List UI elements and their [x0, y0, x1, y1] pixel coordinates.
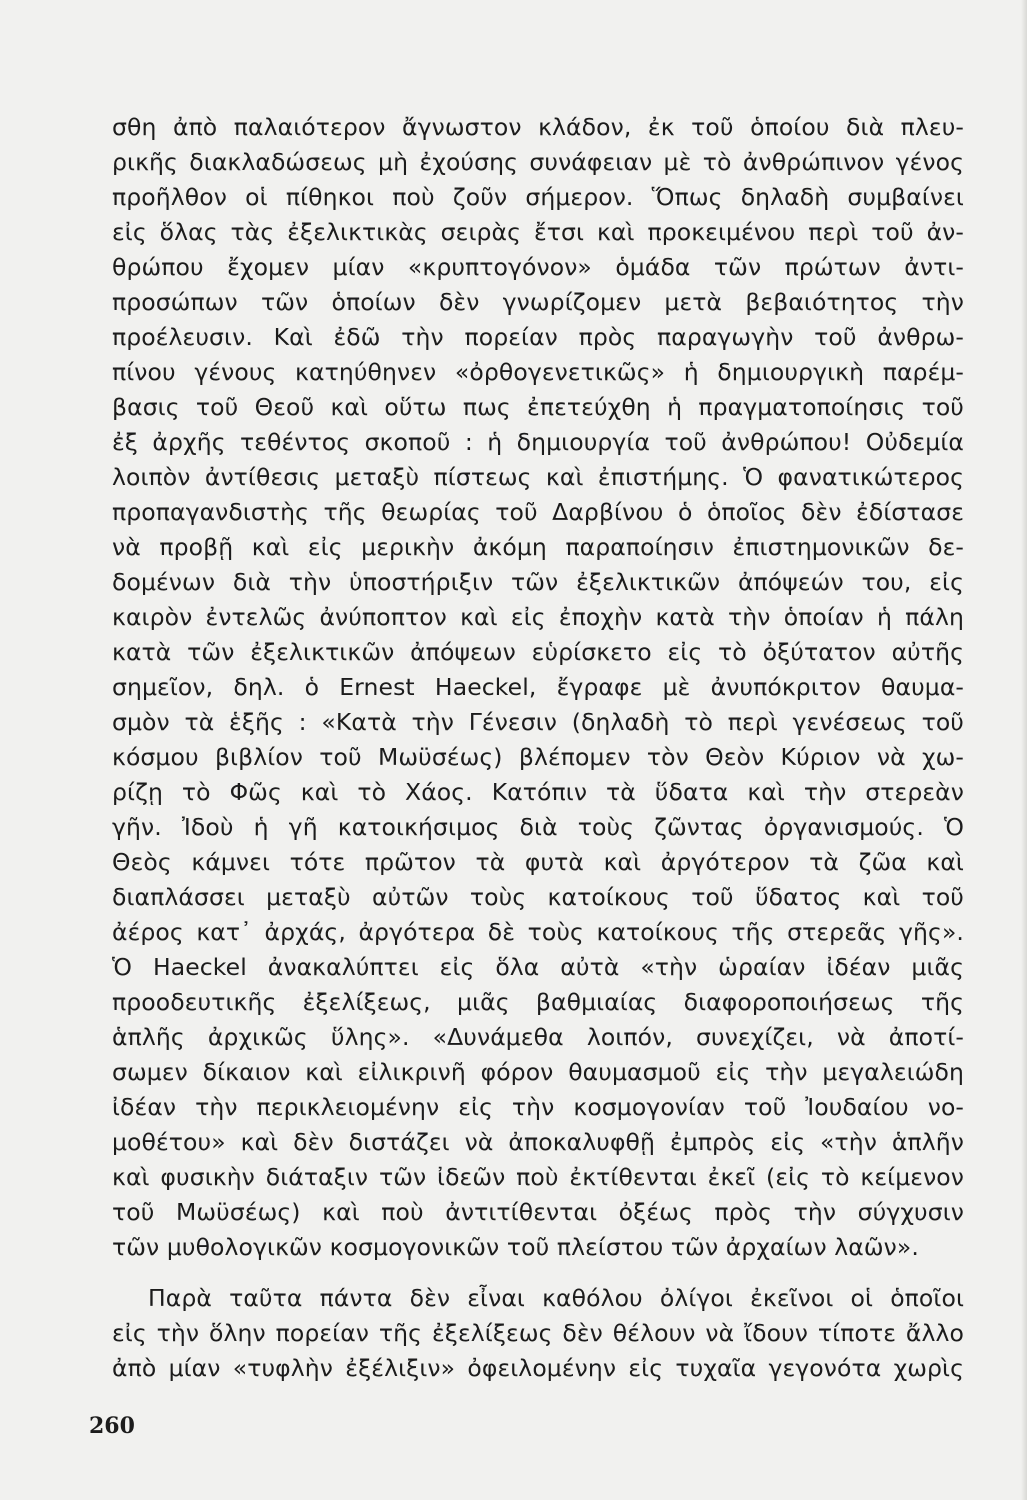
text-line: σμὸν τὰ ἑξῆς : «Κατὰ τὴν Γένεσιν (δηλαδὴ τὸ περὶ γενέσεως τοῦ [112, 708, 964, 736]
text-line: διαπλάσσει μεταξὺ αὐτῶν τοὺς κατοίκους τοῦ ὕδατος καὶ τοῦ [112, 883, 964, 911]
text-line: μοθέτου» καὶ δὲν διστάζει νὰ ἀποκαλυφθῇ ἐμπρὸς εἰς «τὴν ἁπλῆν [112, 1128, 964, 1156]
text-line: πίνου γένους κατηύθηνεν «ὀρθογενετικῶς» ἡ δημιουργικὴ παρέμ- [112, 358, 964, 386]
text-line: τοῦ Μωϋσέως) καὶ ποὺ ἀντιτίθενται ὀξέως πρὸς τὴν σύγχυσιν [112, 1198, 964, 1226]
text-line: δομένων διὰ τὴν ὑποστήριξιν τῶν ἐξελικτικῶν ἀπόψεών του, εἰς [112, 568, 964, 596]
text-line: εἰς ὅλας τὰς ἐξελικτικὰς σειρὰς ἔτσι καὶ προκειμένου περὶ τοῦ ἀν- [112, 218, 964, 246]
text-line: προπαγανδιστὴς τῆς θεωρίας τοῦ Δαρβίνου ὁ ὁποῖος δὲν ἐδίστασε [112, 498, 964, 526]
text-line: Θεὸς κάμνει τότε πρῶτον τὰ φυτὰ καὶ ἀργότερον τὰ ζῶα καὶ [112, 848, 964, 876]
text-line: ἁπλῆς ἀρχικῶς ὕλης». «Δυνάμεθα λοιπόν, συνεχίζει, νὰ ἀποτί- [112, 1023, 964, 1051]
paragraph-first-line: Παρὰ ταῦτα πάντα δὲν εἶναι καθόλου ὀλίγοι ἐκεῖνοι οἱ ὁποῖοι [148, 1284, 964, 1312]
text-line: σωμεν δίκαιον καὶ εἰλικρινῆ φόρον θαυμασμοῦ εἰς τὴν μεγαλειώδη [112, 1058, 964, 1086]
text-line: θρώπου ἔχομεν μίαν «κρυπτογόνον» ὁμάδα τῶν πρώτων ἀντι- [112, 253, 964, 281]
text-line: Ὁ Haeckel ἀνακαλύπτει εἰς ὅλα αὐτὰ «τὴν ὡραίαν ἰδέαν μιᾶς [112, 953, 964, 981]
text-line: κατὰ τῶν ἐξελικτικῶν ἀπόψεων εὑρίσκετο εἰς τὸ ὀξύτατον αὐτῆς [112, 638, 964, 666]
text-line: ρικῆς διακλαδώσεως μὴ ἐχούσης συνάφειαν μὲ τὸ ἀνθρώπινον γένος [112, 148, 964, 176]
text-line: προοδευτικῆς ἐξελίξεως, μιᾶς βαθμιαίας διαφοροποιήσεως τῆς [112, 988, 964, 1016]
text-line: ἐξ ἀρχῆς τεθέντος σκοποῦ : ἡ δημιουργία τοῦ ἀνθρώπου! Οὐδεμία [112, 428, 964, 456]
text-line: λοιπὸν ἀντίθεσις μεταξὺ πίστεως καὶ ἐπιστήμης. Ὁ φανατικώτερος [112, 463, 964, 491]
text-line: εἰς τὴν ὅλην πορείαν τῆς ἐξελίξεως δὲν θέλουν νὰ ἴδουν τίποτε ἄλλο [112, 1319, 964, 1347]
text-line: καιρὸν ἐντελῶς ἀνύποπτον καὶ εἰς ἐποχὴν κατὰ τὴν ὁποίαν ἡ πάλη [112, 603, 964, 631]
text-line: ἀπὸ μίαν «τυφλὴν ἐξέλιξιν» ὀφειλομένην εἰς τυχαῖα γεγονότα χωρὶς [112, 1354, 964, 1382]
text-line: καὶ φυσικὴν διάταξιν τῶν ἰδεῶν ποὺ ἐκτίθενται ἐκεῖ (εἰς τὸ κείμενον [112, 1163, 964, 1191]
text-line: βασις τοῦ Θεοῦ καὶ οὕτω πως ἐπετεύχθη ἡ πραγματοποίησις τοῦ [112, 393, 964, 421]
text-line: ρίζῃ τὸ Φῶς καὶ τὸ Χάος. Κατόπιν τὰ ὕδατα καὶ τὴν στερεὰν [112, 778, 964, 806]
text-line: σημεῖον, δηλ. ὁ Ernest Haeckel, ἔγραφε μὲ ἀνυπόκριτον θαυμα- [112, 673, 964, 701]
text-line: ἰδέαν τὴν περικλειομένην εἰς τὴν κοσμογονίαν τοῦ Ἰουδαίου νο- [112, 1093, 964, 1121]
text-line: νὰ προβῇ καὶ εἰς μερικὴν ἀκόμη παραποίησιν ἐπιστημονικῶν δε- [112, 533, 964, 561]
text-line: σθη ἀπὸ παλαιότερον ἄγνωστον κλάδον, ἐκ τοῦ ὁποίου διὰ πλευ- [112, 113, 964, 141]
text-line: προέλευσιν. Καὶ ἐδῶ τὴν πορείαν πρὸς παραγωγὴν τοῦ ἀνθρω- [112, 323, 964, 351]
text-line: προῆλθον οἱ πίθηκοι ποὺ ζοῦν σήμερον. Ὅπως δηλαδὴ συμβαίνει [112, 183, 964, 211]
page-number: 260 [89, 1413, 135, 1439]
text-line: ἀέρος κατ᾽ ἀρχάς, ἀργότερα δὲ τοὺς κατοίκους τῆς στερεᾶς γῆς». [112, 918, 964, 946]
text-line: τῶν μυθολογικῶν κοσμογονικῶν τοῦ πλείστου τῶν ἀρχαίων λαῶν». [112, 1233, 919, 1261]
text-line: προσώπων τῶν ὁποίων δὲν γνωρίζομεν μετὰ βεβαιότητος τὴν [112, 288, 964, 316]
text-line: γῆν. Ἰδοὺ ἡ γῆ κατοικήσιμος διὰ τοὺς ζῶντας ὀργανισμούς. Ὁ [112, 813, 964, 841]
text-line: κόσμου βιβλίον τοῦ Μωϋσέως) βλέπομεν τὸν Θεὸν Κύριον νὰ χω- [112, 743, 964, 771]
